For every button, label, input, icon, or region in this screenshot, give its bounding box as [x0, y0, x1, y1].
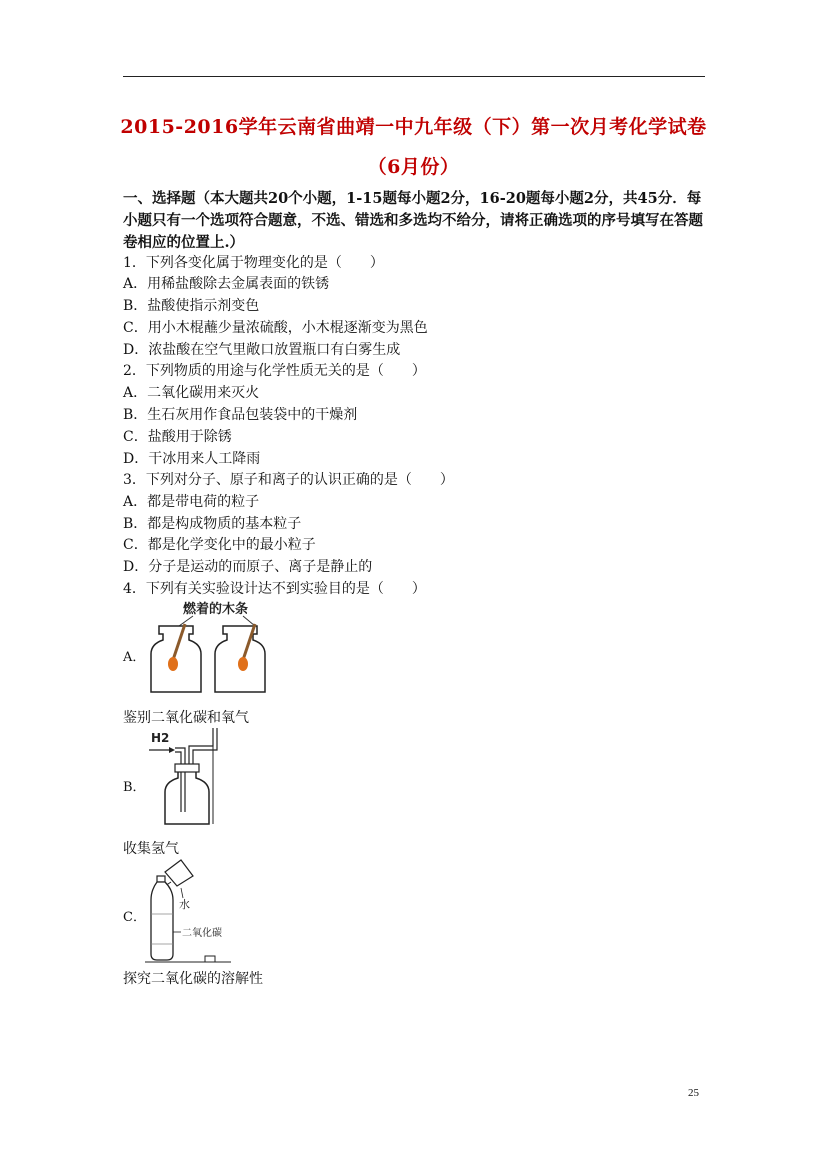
question-4-option-c-label: C．	[123, 910, 146, 925]
question-3-option-b: B．都是构成物质的基本粒子	[123, 516, 302, 532]
question-2-option-b: B．生石灰用作食品包装袋中的干燥剂	[123, 407, 358, 423]
question-1-stem: 1．下列各变化属于物理变化的是（ ）	[123, 255, 384, 271]
hydrogen-label: H2	[151, 731, 170, 745]
question-2-stem: 2．下列物质的用途与化学性质无关的是（ ）	[123, 363, 426, 379]
question-4-option-a-label: A．	[123, 650, 146, 665]
plastic-bottle-figure	[145, 856, 240, 966]
beaker-icon	[165, 860, 193, 886]
question-4-option-a-caption: 鉴别二氧化碳和氧气	[123, 710, 249, 726]
question-1-option-c: C．用小木棍蘸少量浓硫酸，小木棍逐渐变为黑色	[123, 320, 428, 336]
water-label: 水	[179, 898, 190, 911]
question-3-option-d: D．分子是运动的而原子、离子是静止的	[123, 559, 373, 575]
question-4-option-b-caption: 收集氢气	[123, 841, 179, 857]
flame-icon	[238, 657, 248, 671]
label-leader-right	[243, 616, 255, 626]
flame-icon	[168, 657, 178, 671]
question-1-option-b: B．盐酸使指示剂变色	[123, 298, 260, 314]
header-rule	[123, 76, 705, 77]
bottle-right	[215, 624, 265, 692]
page-title: 2015-2016学年云南省曲靖一中九年级（下）第一次月考化学试卷	[120, 116, 707, 138]
question-1-option-a: A．用稀盐酸除去金属表面的铁锈	[123, 276, 330, 292]
question-2-option-c: C．盐酸用于除锈	[123, 429, 232, 445]
question-4-option-b-label: B．	[123, 780, 146, 795]
burning-splint-label: 燃着的木条	[183, 602, 249, 617]
carbon-dioxide-label: 二氧化碳	[182, 928, 222, 939]
plastic-bottle	[151, 876, 173, 960]
question-1-option-d: D．浓盐酸在空气里敞口放置瓶口有白雾生成	[123, 342, 401, 358]
gas-bottles-figure	[145, 598, 275, 696]
page-number: 25	[688, 1087, 699, 1099]
question-2-option-d: D．干冰用来人工降雨	[123, 451, 261, 467]
question-3-option-c: C．都是化学变化中的最小粒子	[123, 537, 316, 553]
section-heading: 一、选择题（本大题共20个小题，1-15题每小题2分，16-20题每小题2分，共45分．每小题只有一个选项符合题意，不选、错选和多选均不给分，请将正确选项的序号填写在答题卷相应的位置上.）	[123, 190, 703, 251]
question-2-option-a: A．二氧化碳用来灭火	[123, 385, 260, 401]
question-3-stem: 3．下列对分子、原子和离子的认识正确的是（ ）	[123, 472, 454, 488]
question-4-option-c-caption: 探究二氧化碳的溶解性	[123, 971, 263, 987]
gas-collection-bottle-figure	[147, 728, 222, 828]
question-4-stem: 4．下列有关实验设计达不到实验目的是（ ）	[123, 581, 426, 597]
page-subtitle: （6月份）	[367, 156, 460, 178]
bottle-left	[151, 624, 201, 692]
question-3-option-a: A．都是带电荷的粒子	[123, 494, 260, 510]
